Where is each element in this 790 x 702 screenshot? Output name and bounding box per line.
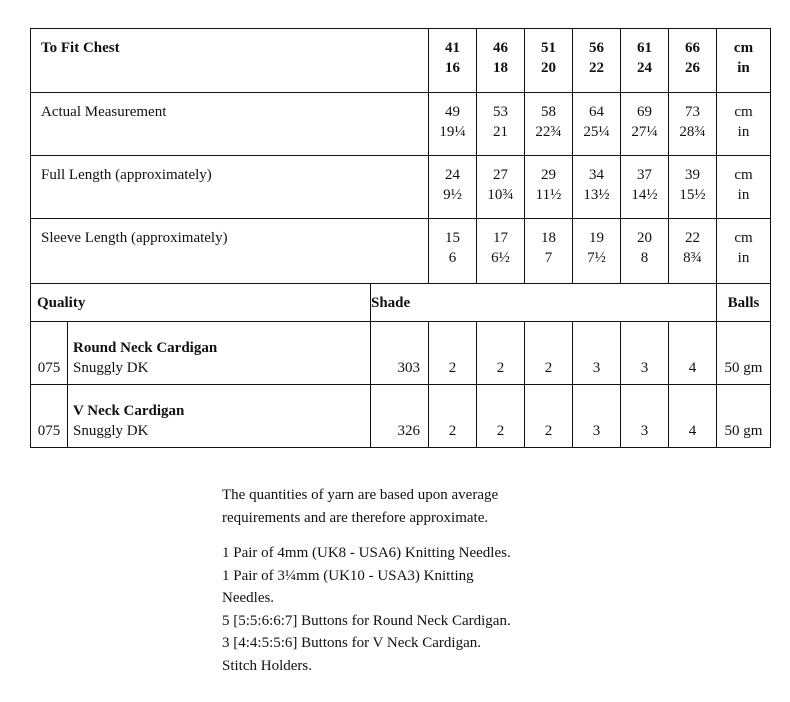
ball-count: 2 — [525, 385, 573, 448]
sleeve-length-row — [31, 219, 771, 284]
shade-number: 326 — [371, 385, 429, 448]
size-cell: 24 9½ — [429, 156, 477, 219]
quality-code: 075 — [31, 322, 68, 385]
ball-count: 3 — [573, 385, 621, 448]
materials-line: 5 [5:5:6:6:7] Buttons for Round Neck Cardigan. — [222, 612, 511, 629]
ball-count: 4 — [669, 322, 717, 385]
yarn-item-row — [31, 322, 771, 385]
size-cell: 46 18 — [477, 29, 525, 93]
chest-row — [31, 29, 771, 93]
size-cell: 73 28¾ — [669, 93, 717, 156]
full-length-label: Full Length (approximately) — [31, 156, 429, 219]
materials-line: Needles. — [222, 590, 275, 606]
full-length-row — [31, 156, 771, 219]
ball-count: 2 — [477, 322, 525, 385]
actual-measurement-row — [31, 93, 771, 156]
materials-line: 1 Pair of 3¼mm (UK10 - USA3) Knitting — [222, 567, 474, 584]
ball-weight: 50 gm — [717, 385, 771, 448]
size-cell: 19 7½ — [573, 219, 621, 284]
garment-description: Round Neck Cardigan Snuggly DK — [68, 322, 371, 385]
size-cell: 58 22¾ — [525, 93, 573, 156]
materials-line: Stitch Holders. — [222, 657, 312, 674]
size-cell: 34 13½ — [573, 156, 621, 219]
quantity-note-line: The quantities of yarn are based upon average — [222, 487, 499, 503]
size-cell: 41 16 — [429, 29, 477, 93]
chest-label: To Fit Chest — [31, 29, 429, 93]
ball-count: 2 — [477, 385, 525, 448]
size-cell: 53 21 — [477, 93, 525, 156]
unit-cell: cm in — [717, 29, 771, 93]
materials-notes — [222, 484, 622, 677]
shade-number: 303 — [371, 322, 429, 385]
ball-count: 2 — [429, 385, 477, 448]
ball-count: 3 — [621, 322, 669, 385]
size-cell: 61 24 — [621, 29, 669, 93]
yarn-item-row — [31, 385, 771, 448]
ball-count: 4 — [669, 385, 717, 448]
ball-count: 2 — [429, 322, 477, 385]
size-cell: 20 8 — [621, 219, 669, 284]
size-cell: 66 26 — [669, 29, 717, 93]
sizing-table — [30, 28, 771, 448]
unit-cell: cm in — [717, 219, 771, 284]
size-cell: 39 15½ — [669, 156, 717, 219]
size-cell: 69 27¼ — [621, 93, 669, 156]
size-cell: 56 22 — [573, 29, 621, 93]
garment-description: V Neck Cardigan Snuggly DK — [68, 385, 371, 448]
ball-weight: 50 gm — [717, 322, 771, 385]
unit-cell: cm in — [717, 93, 771, 156]
shade-header: Shade — [371, 284, 717, 322]
size-cell: 51 20 — [525, 29, 573, 93]
size-cell: 22 8¾ — [669, 219, 717, 284]
ball-count: 2 — [525, 322, 573, 385]
ball-count: 3 — [573, 322, 621, 385]
quality-header: Quality — [31, 284, 371, 322]
actual-measurement-label: Actual Measurement — [31, 93, 429, 156]
size-cell: 15 6 — [429, 219, 477, 284]
unit-cell: cm in — [717, 156, 771, 219]
yarn-header-row — [31, 284, 771, 322]
quantity-note-line: requirements and are therefore approximate. — [222, 509, 489, 526]
sleeve-length-label: Sleeve Length (approximately) — [31, 219, 429, 284]
size-cell: 37 14½ — [621, 156, 669, 219]
ball-count: 3 — [621, 385, 669, 448]
balls-header: Balls — [717, 284, 771, 322]
size-cell: 29 11½ — [525, 156, 573, 219]
size-cell: 64 25¼ — [573, 93, 621, 156]
quality-code: 075 — [31, 385, 68, 448]
size-cell: 27 10¾ — [477, 156, 525, 219]
size-cell: 18 7 — [525, 219, 573, 284]
materials-line: 3 [4:4:5:5:6] Buttons for V Neck Cardigan. — [222, 635, 481, 651]
materials-line: 1 Pair of 4mm (UK8 - USA6) Knitting Needles. — [222, 545, 511, 561]
size-cell: 49 19¼ — [429, 93, 477, 156]
size-cell: 17 6½ — [477, 219, 525, 284]
